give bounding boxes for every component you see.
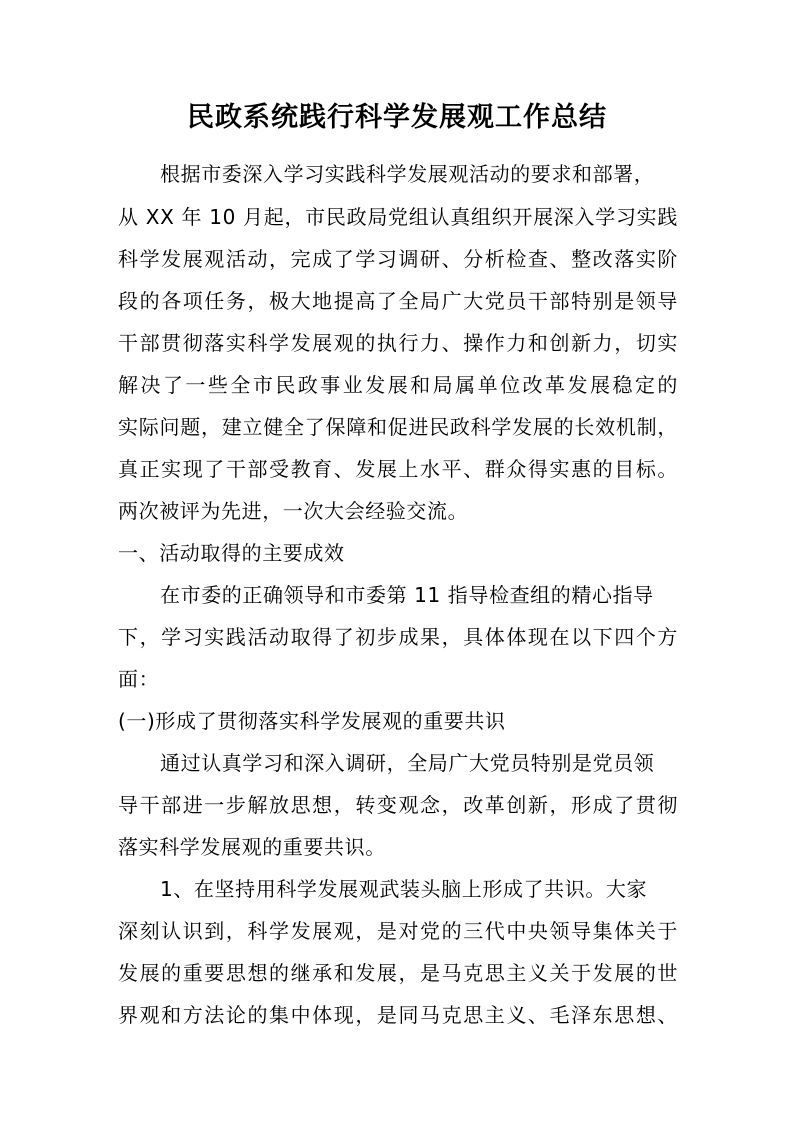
paragraph-line: 在市委的正确领导和市委第 11 指导检查组的精心指导 — [160, 583, 654, 607]
paragraph-line: 深刻认识到，科学发展观，是对党的三代中央领导集体关于 — [118, 919, 678, 943]
paragraph-line: 通过认真学习和深入调研，全局广大党员特别是党员领 — [160, 751, 655, 775]
paragraph-line: 落实科学发展观的重要共识。 — [118, 835, 386, 859]
paragraph-line: 干部贯彻落实科学发展观的执行力、操作力和创新力，切实 — [118, 331, 678, 355]
paragraph-line: 发展的重要思想的继承和发展，是马克思主义关于发展的世 — [118, 961, 678, 985]
paragraph-line: 根据市委深入学习实践科学发展观活动的要求和部署， — [160, 162, 655, 186]
paragraph-line: 实际问题，建立健全了保障和促进民政科学发展的长效机制， — [118, 415, 678, 439]
paragraph-line: 解决了一些全市民政事业发展和局属单位改革发展稳定的 — [118, 373, 678, 397]
paragraph-line: 两次被评为先进，一次大会经验交流。 — [118, 499, 469, 523]
paragraph-line: 面： — [118, 667, 160, 691]
paragraph-line: 1、在坚持用科学发展观武装头脑上形成了共识。大家 — [160, 877, 648, 901]
subsection-heading: (一)形成了贯彻落实科学发展观的重要共识 — [118, 709, 506, 733]
paragraph-line: 段的各项任务，极大地提高了全局广大党员干部特别是领导 — [118, 289, 678, 313]
paragraph-line: 真正实现了干部受教育、发展上水平、群众得实惠的目标。 — [118, 457, 678, 481]
document-title: 民政系统践行科学发展观工作总结 — [187, 102, 607, 133]
section-heading: 一、活动取得的主要成效 — [118, 541, 345, 565]
paragraph-line: 界观和方法论的集中体现，是同马克思主义、毛泽东思想、 — [118, 1003, 678, 1027]
paragraph-line: 导干部进一步解放思想，转变观念，改革创新，形成了贯彻 — [118, 793, 678, 817]
paragraph-line: 科学发展观活动，完成了学习调研、分析检查、整改落实阶 — [118, 247, 678, 271]
paragraph-line: 下，学习实践活动取得了初步成果，具体体现在以下四个方 — [118, 625, 678, 649]
paragraph-line: 从 XX 年 10 月起，市民政局党组认真组织开展深入学习实践 — [118, 205, 678, 229]
